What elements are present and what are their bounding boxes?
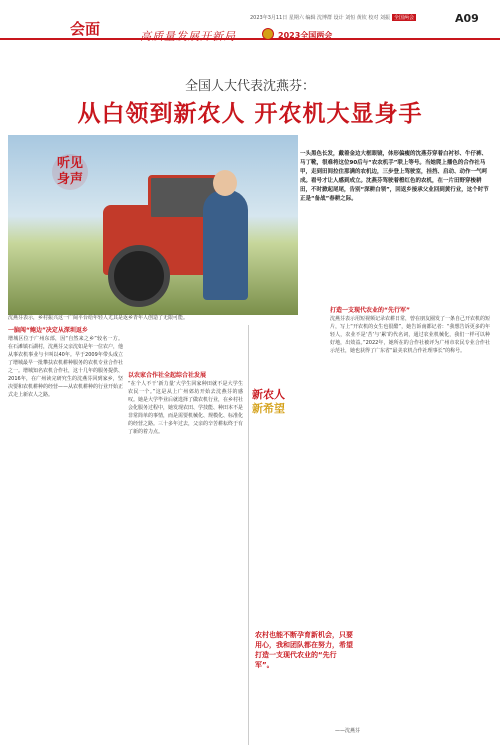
section-title-1: 一脑闯“鲍边”决定从深圳返乡 (8, 327, 88, 334)
tractor-wheel-shape (108, 245, 170, 307)
slogan: 高质量发展开新局 (140, 30, 236, 43)
column-word: 听见身声 (56, 156, 83, 187)
section-title-3: 打造一支现代农业的“先行军” (330, 307, 410, 314)
session-label: 2023全国两会 (278, 31, 333, 40)
emblem-icon (262, 28, 274, 40)
issue-meta: 2023年3月11日 星期六 编辑 沈博群 设计 刘恒 黄钦 校对 刘振 全国两会 (250, 15, 415, 21)
sidebar-title-1: 新农人 (252, 388, 285, 401)
section-title-2: 以农家合作社全起综合社发展 (128, 372, 207, 379)
sidebar-title-2: 新希望 (252, 402, 285, 415)
section-body-2: “在个人不干‘新力量’大学生回家种田就不是大学生农民一个。”这是从上广州郊坊开始去沈燕芬的感叹。她是大学毕业后就选择了做农机行业，在乡村社会化服务过程中，她发现农田、学技能、种田本不是非常简单的事情，而是需要机械化、规模化、标准化的经营之路。三十多年过去，父亲的辛苦耕耘终于有了新的着力点。 (128, 381, 244, 435)
photo-caption: 沈燕芬表示，乡村振兴这一广阔平台给年轻人尤其是返乡青年人创造了无限可能。 (8, 315, 189, 321)
event-badge: 全国两会 (394, 15, 415, 21)
kicker: 全国人大代表沈燕芬： (184, 79, 315, 94)
pull-quote: 农村也能不断孕育新机会，只要用心，我和团队都在努力，希望打造一支现代农业的“先行军”。 (255, 631, 353, 669)
article-photo (8, 135, 298, 315)
section-name: 会面 (70, 20, 101, 38)
headline: 从白领到新农人 开农机大显身手 (77, 101, 423, 127)
person-shape (203, 190, 248, 300)
page-number: A09 (455, 12, 479, 25)
sidebar-title (252, 388, 292, 416)
byline: ——沈燕芬 (335, 728, 361, 734)
section-body-3: 沈燕芬表示用短视频记录农耕日常，曾在朋友圈发了一条自己开农机的短片，写上“开农机的女生也很酷”，她告诉南都记者：“我想告诉更多的年轻人，农业不是‘苦’与‘累’的代名词，通过农业机械化，我们一样可以种好地，出效益。”2022年，她所在的合作社被评为广州市农民专业合作社示范社，她也获得了广东省“最美农机合作社理事长”的称号。 (330, 316, 491, 354)
masthead (0, 0, 500, 43)
section-body-1: 增城区位于广州东部，因“自然来之乡”较名一方。在石滩镇石湖村，沈燕芬父亲沈如是年一位农户，他从事农机事业与卡叫以40年。早于2009年带头成立了增城最早一批攀扶农机耕种服务的农机专业合作社之一。增城知名农机合作社，这十几年的服务提供、2016年，在广州读完研究生的沈燕芬回到家乡，坚决要和农机耕种的经营——从农机耕种的行业开始正式走上新农人之路。 (8, 336, 124, 398)
lead-paragraph: 一头黑色长发，戴着金边大框眼镜，体形偏瘦的沈燕芬穿着白衬衫、牛仔裤、马丁靴，很难将这位90后与“农农机手”联上等号。当她爬上播色的合作社马甲，走到田间拉住那满的农机边，三步登上驾驶室，挂挡、启动、动作一气呵成。看号才让人感到成立。沈燕芬驾驶着橙红色的农机，在一片田野穿梭耕田，不时掀起尾尾，告别“深耕白领”，回返乡接承父业回到黄行业，这个时节正是“备战”春耕之际。 (300, 151, 489, 202)
column-divider (248, 325, 249, 745)
person-head-shape (213, 170, 237, 196)
